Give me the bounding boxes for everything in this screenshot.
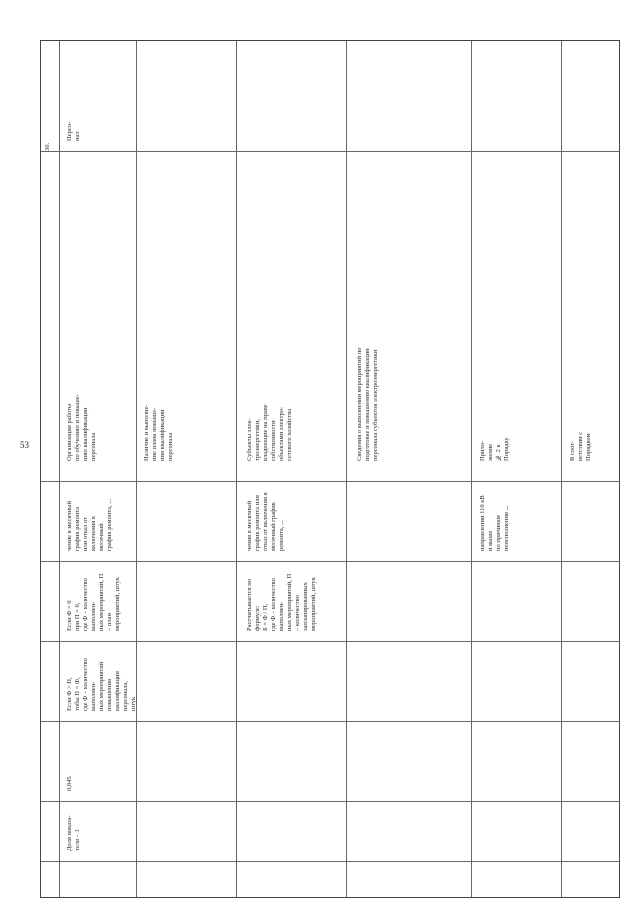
formula-right: Рассчитывается по формуле: Б = Ф / П, где Ф – количество выполнен- ных мероприятий, П – количество запланированных мероприятий, штук (246, 573, 317, 631)
formula-left: Если Ф = 0 при П = 0, где Ф – количество выполнен- ных мероприятий, П – план мероприятий, штук (66, 573, 121, 631)
cell-r6: В соот- ветствии с Порядком (569, 431, 592, 461)
result-text: Если Ф > П, тобы П = Ф, где Ф – количество выполнен- ных мероприятий повышения квалификации персонала, штук (66, 658, 137, 711)
cell-r1: Организация работы по обучению и повыше- нию квалификации персонала (66, 394, 97, 461)
text-block-a: чение в месячный график ремонта или отказ от включения в месячный график ремонта, ... (66, 498, 113, 551)
weight-value: 0,845 (66, 776, 73, 791)
text-block-c: направлении 110 кВ и выше по причинам неисполнения ... (479, 495, 510, 551)
row-number: 30. (44, 142, 51, 151)
text-block-b: чения в месячный график ремонта или отказ от включения в месячный график ремонта, ... (246, 492, 285, 551)
cell-r2: Наличие и выполне- ние плана повыше- ния квалификации персонала (143, 404, 174, 461)
right-note: Доля показа- теля – 1 (66, 815, 81, 851)
cell-r5: Прило- жение № 2 к Порядку (479, 437, 510, 461)
regulation-table (40, 40, 620, 898)
cell-r3: Субъекты элек- троэнергетики, владеющие на праве собственности объектами электро- сетевого хозяйства (246, 404, 293, 461)
page-number: 53 (20, 440, 29, 450)
row-label: Персо- нал (66, 121, 81, 141)
cell-r4: Сведения о выполнении мероприятий по подготовке и повышению квалификации персонала субъектов электроэнергетики (356, 347, 379, 461)
